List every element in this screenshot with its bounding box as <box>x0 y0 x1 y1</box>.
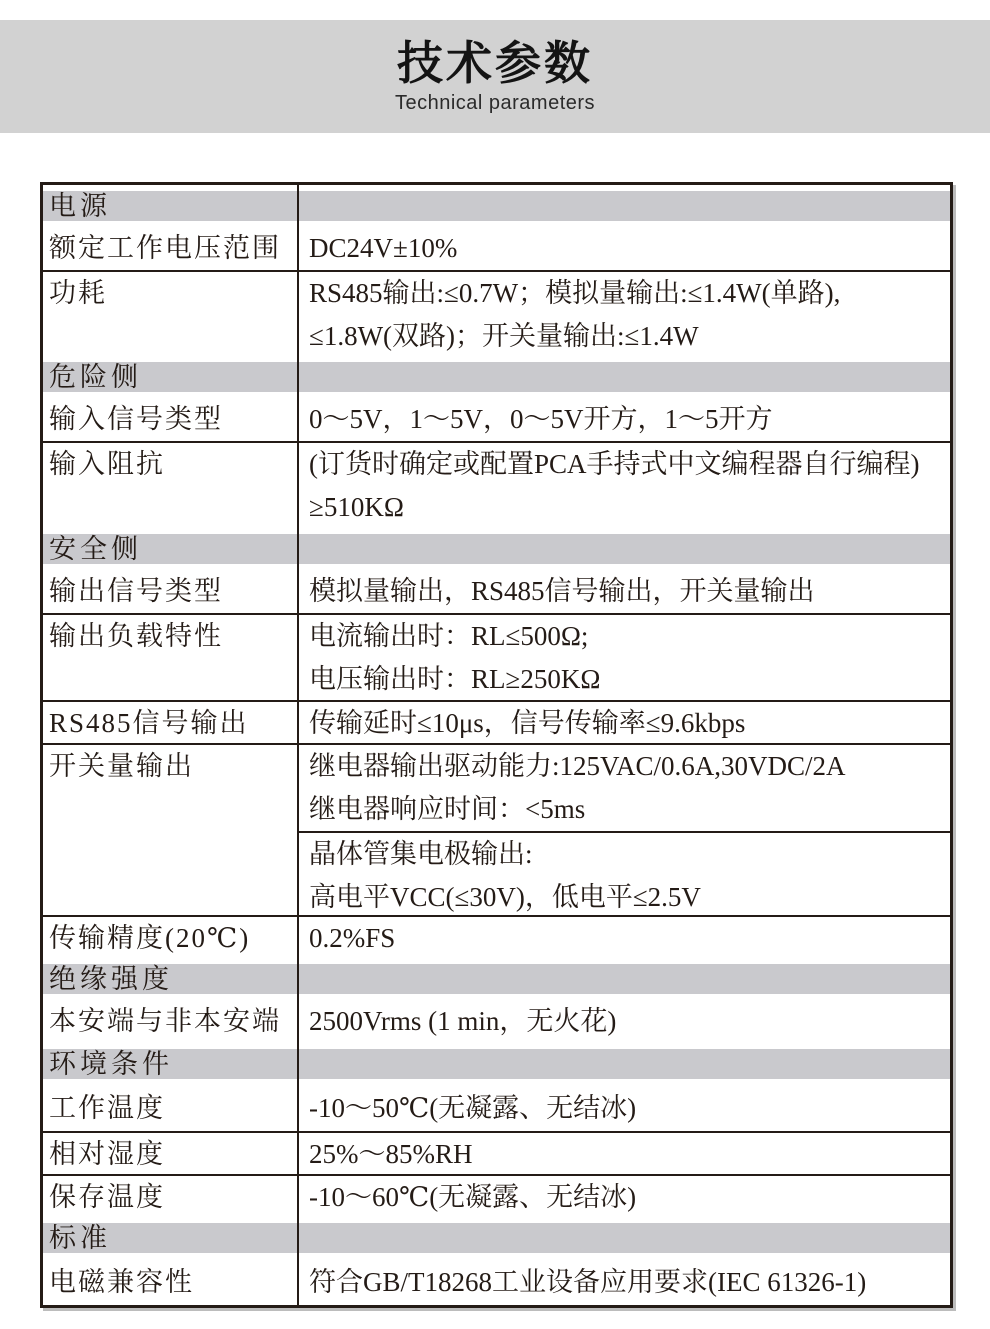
page-title: 技术参数 <box>397 37 593 90</box>
row-label: 保存温度 <box>43 1176 299 1217</box>
table-row-rated-voltage <box>43 227 950 270</box>
section-label: 环境条件 <box>49 1049 173 1079</box>
section-row-standards <box>43 1217 950 1259</box>
subcell-transistor <box>299 831 950 915</box>
row-value: 传输延时≤10μs，信号传输率≤9.6kbps <box>309 708 746 738</box>
section-band <box>43 191 950 221</box>
table-row-power-consumption <box>43 270 950 356</box>
row-value: DC24V±10% <box>309 233 458 263</box>
row-value: 25%～85%RH <box>309 1139 473 1169</box>
row-label: RS485信号输出 <box>43 702 299 743</box>
value-line: 高电平VCC(≤30V)，低电平≤2.5V <box>309 882 701 912</box>
section-label: 危险侧 <box>49 362 142 392</box>
value-line: 晶体管集电极输出: <box>309 839 533 869</box>
section-band <box>43 1223 950 1253</box>
table-row-rs485-output <box>43 700 950 743</box>
subcell-relay <box>299 745 950 831</box>
table-row-transmission-accuracy <box>43 915 950 958</box>
row-value: 模拟量输出，RS485信号输出，开关量输出 <box>309 576 815 606</box>
column-divider <box>297 528 299 570</box>
row-label: 输入信号类型 <box>43 398 299 441</box>
value-line: (订货时确定或配置PCA手持式中文编程器自行编程) <box>309 449 920 479</box>
value-line: RS485输出:≤0.7W；模拟量输出:≤1.4W(单路), <box>309 278 841 308</box>
section-label: 安全侧 <box>49 534 142 564</box>
column-divider <box>297 958 299 1000</box>
column-divider <box>297 1217 299 1259</box>
row-value: 0～5V，1～5V，0～5V开方，1～5开方 <box>309 404 773 434</box>
value-line: 电流输出时：RL≤500Ω; <box>309 621 589 651</box>
row-label: 传输精度(20℃) <box>43 917 299 958</box>
section-label: 电源 <box>49 191 111 221</box>
table-row-switch-output <box>43 743 950 915</box>
value-line: ≤1.8W(双路)；开关量输出:≤1.4W <box>309 321 699 351</box>
section-label: 绝缘强度 <box>49 964 173 994</box>
row-label: 本安端与非本安端 <box>43 1000 299 1043</box>
row-label: 开关量输出 <box>43 745 299 915</box>
row-value <box>299 443 950 528</box>
row-label: 输出负载特性 <box>43 615 299 700</box>
table-row-output-load <box>43 613 950 700</box>
row-label: 工作温度 <box>43 1085 299 1131</box>
column-divider <box>297 1043 299 1085</box>
row-value <box>299 745 950 915</box>
row-value: -10～60℃(无凝露、无结冰) <box>309 1182 637 1212</box>
table-row-storage-temperature <box>43 1174 950 1217</box>
table-row-is-terminal <box>43 1000 950 1043</box>
value-line: 继电器响应时间：<5ms <box>309 794 586 824</box>
title-band <box>0 20 990 133</box>
table-row-input-impedance <box>43 441 950 528</box>
section-band <box>43 1049 950 1079</box>
page-subtitle: Technical parameters <box>394 91 596 114</box>
section-row-safe-side <box>43 528 950 570</box>
table-row-operating-temperature <box>43 1085 950 1131</box>
section-row-power <box>43 185 950 227</box>
section-row-hazardous-side <box>43 356 950 398</box>
row-label: 相对湿度 <box>43 1133 299 1174</box>
row-label: 输出信号类型 <box>43 570 299 613</box>
row-label: 输入阻抗 <box>43 443 299 528</box>
table-row-emc <box>43 1259 950 1305</box>
row-value <box>299 272 950 356</box>
row-value <box>299 615 950 700</box>
row-label: 额定工作电压范围 <box>43 227 299 270</box>
table-row-output-signal-type <box>43 570 950 613</box>
section-band <box>43 362 950 392</box>
value-line: 电压输出时：RL≥250KΩ <box>309 664 601 694</box>
row-label: 电磁兼容性 <box>43 1259 299 1305</box>
section-label: 标准 <box>49 1223 111 1253</box>
technical-parameters-table <box>40 182 953 1308</box>
section-band <box>43 964 950 994</box>
row-value: 符合GB/T18268工业设备应用要求(IEC 61326-1) <box>309 1267 867 1297</box>
section-row-insulation-strength <box>43 958 950 1000</box>
column-divider <box>297 185 299 227</box>
row-value: 2500Vrms (1 min，无火花) <box>309 1006 617 1036</box>
table-row-input-signal-type <box>43 398 950 441</box>
row-value: 0.2%FS <box>309 923 396 953</box>
row-value: -10～50℃(无凝露、无结冰) <box>309 1093 637 1123</box>
section-band <box>43 534 950 564</box>
column-divider <box>297 356 299 398</box>
section-row-environment <box>43 1043 950 1085</box>
row-label: 功耗 <box>43 272 299 356</box>
table-row-relative-humidity <box>43 1131 950 1174</box>
value-line: 继电器输出驱动能力:125VAC/0.6A,30VDC/2A <box>309 751 846 781</box>
value-line: ≥510KΩ <box>309 492 404 522</box>
